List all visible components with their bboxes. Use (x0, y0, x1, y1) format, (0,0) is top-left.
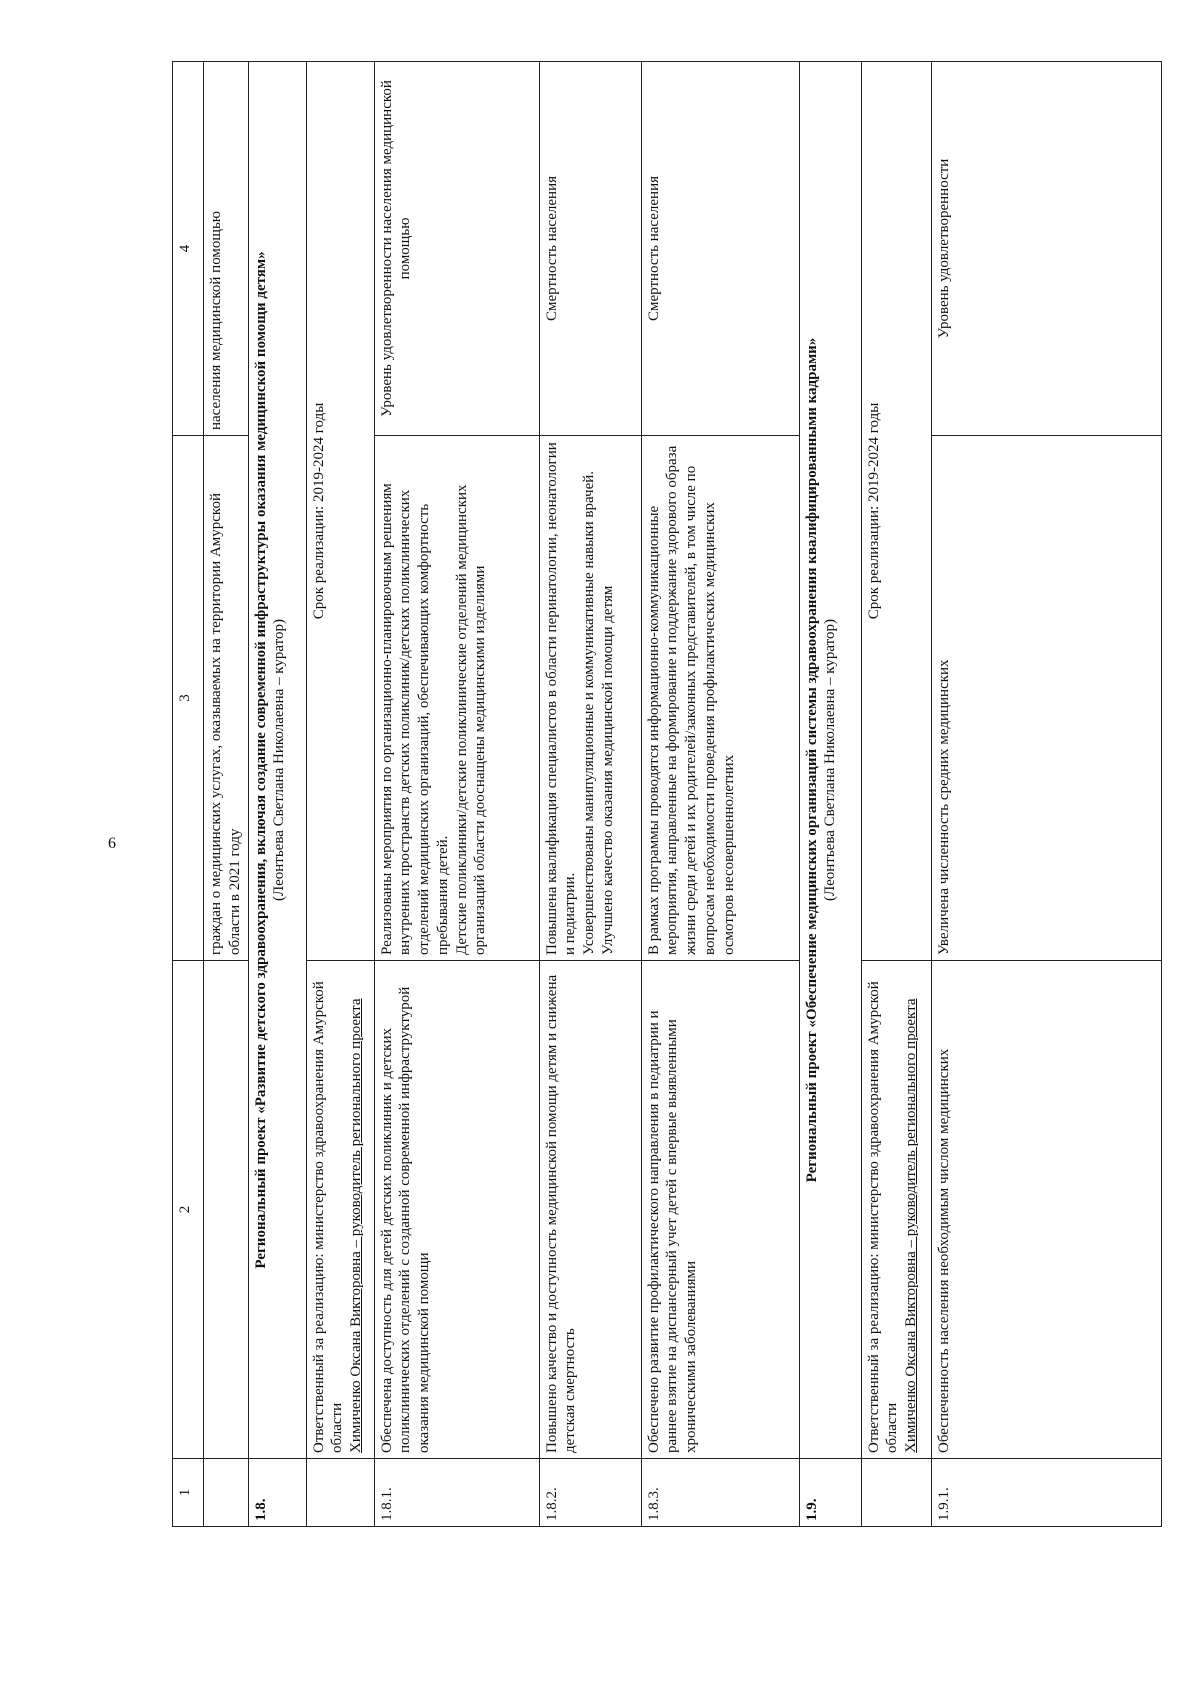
cell-text: населения медицинской помощью (204, 62, 249, 436)
indicator-text: Уровень удовлетворенности населения медицинской помощью (374, 62, 539, 436)
responsible-text: Ответственный за реализацию: министерство здравоохранения Амурской области (310, 981, 346, 1453)
table-row (306, 62, 374, 1527)
section-curator: (Леонтьева Светлана Николаевна – куратор) (271, 619, 288, 901)
header-col-2: 2 (173, 961, 204, 1459)
term-text: Срок реализации: 2019-2024 годы (306, 62, 374, 961)
cell-text (539, 436, 641, 961)
term-text: Срок реализации: 2019-2024 годы (861, 62, 931, 961)
project-lead-text: Химиченко Оксана Викторовна – руководитель регионального проекта (348, 998, 364, 1453)
section-title-text: Региональный проект «Обеспечение медицинских организаций системы здравоохранения квалифицированными кадрами» (803, 337, 820, 1183)
cell-text: Обеспечена доступность для детей детских поликлиник и детских поликлинических отделений с созданной современной инфраструктурой оказания медицинской помощи (374, 961, 539, 1459)
cell-text: Увеличена численность средних медицинских (931, 436, 1162, 961)
section-number: 1.8. (248, 1459, 306, 1527)
section-title (799, 62, 861, 1459)
indicator-text: Смертность населения (539, 62, 641, 436)
table-row (539, 62, 641, 1527)
cell-paragraph: Реализованы мероприятия по организационно-планировочным решениям внутренних пространств детских поликлиник/детских поликлинических отделений медицинских организаций, обеспечивающих комфортность пребывания детей. (378, 483, 451, 955)
header-row (173, 62, 204, 1527)
section-number: 1.9. (799, 1459, 861, 1527)
table-row (931, 62, 1162, 1527)
rotated-table-container (172, 62, 1162, 1527)
cell-text: В рамках программы проводятся информационно-коммуникационные мероприятия, направленные на формирование и поддержание здорового образа жизни среди детей и их родителей/законных представителей, в том числе по вопросам необходимости проведения профилактических медицинских осмотров несовершеннолетних (641, 436, 799, 961)
page-number: 6 (108, 835, 116, 852)
section-row-1-9 (799, 62, 861, 1527)
header-col-3: 3 (173, 436, 204, 961)
row-number: 1.8.1. (374, 1459, 539, 1527)
section-title-text: Региональный проект «Развитие детского здравоохранения, включая создание современной инфраструктуры оказания медицинской помощи детям» (252, 251, 269, 1269)
table-row (204, 62, 249, 1527)
indicator-text: Смертность населения (641, 62, 799, 436)
cell-paragraph: Повышена квалификация специалистов в области перинатологии, неонатологии и педиатрии. (543, 442, 579, 955)
responsible-cell (861, 961, 931, 1459)
section-title (248, 62, 306, 1459)
responsible-cell (306, 961, 374, 1459)
responsible-text: Ответственный за реализацию: министерство здравоохранения Амурской области (865, 981, 901, 1453)
cell-paragraph: Улучшено качество оказания медицинской помощи детям (599, 585, 616, 955)
cell-text (374, 436, 539, 961)
cell-paragraph: Детские поликлиники/детские поликлинические отделений медицинских организаций области дооснащены медицинскими изделиями (453, 484, 489, 955)
cell-text: Повышено качество и доступность медицинской помощи детям и снижена детская смертность (539, 961, 641, 1459)
header-col-1: 1 (173, 1459, 204, 1527)
cell-paragraph: Усовершенствованы манипуляционные и коммуникативные навыки врачей. (581, 471, 597, 955)
section-row-1-8 (248, 62, 306, 1527)
table-row (641, 62, 799, 1527)
indicator-text: Уровень удовлетворенности (931, 62, 1162, 436)
row-number: 1.9.1. (931, 1459, 1162, 1527)
row-number: 1.8.2. (539, 1459, 641, 1527)
program-table (172, 61, 1162, 1527)
cell-text: Обеспечено развитие профилактического направления в педиатрии и раннее взятие на диспансерный учет детей с впервые выявленными хроническими заболеваниями (641, 961, 799, 1459)
cell-text: Обеспеченность населения необходимым числом медицинских (931, 961, 1162, 1459)
table-row (374, 62, 539, 1527)
row-number: 1.8.3. (641, 1459, 799, 1527)
cell-text: граждан о медицинских услугах, оказываемых на территории Амурской области в 2021 году (204, 436, 249, 961)
header-col-4: 4 (173, 62, 204, 436)
project-lead-text: Химиченко Оксана Викторовна – руководитель регионального проекта (903, 998, 919, 1453)
table-row (861, 62, 931, 1527)
section-curator: (Леонтьева Светлана Николаевна – куратор) (822, 619, 839, 901)
